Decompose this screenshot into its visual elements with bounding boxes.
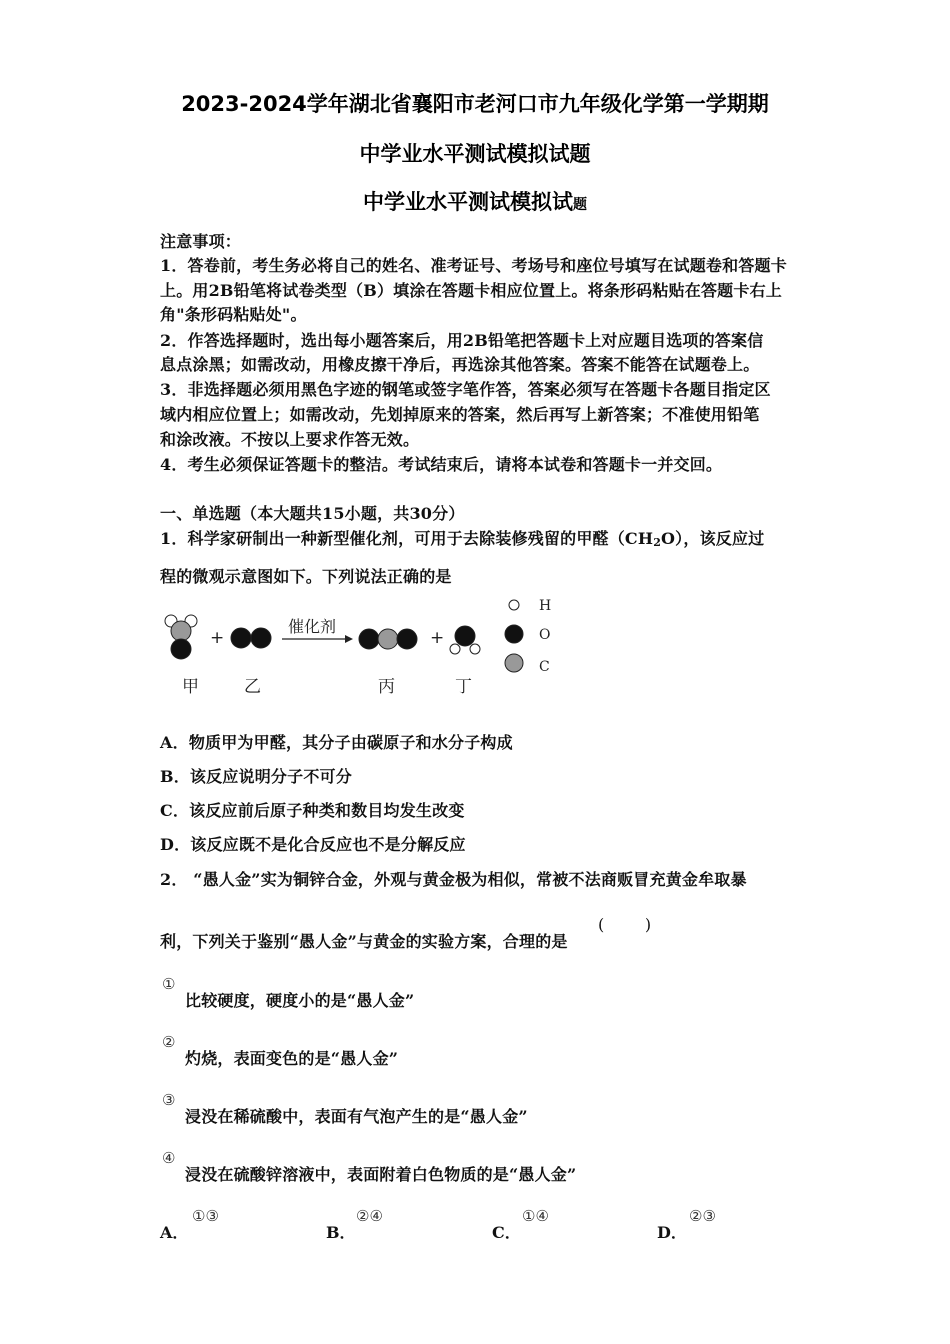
molecule-jia — [165, 615, 197, 659]
q2-answer-paren: ( ) — [598, 915, 652, 934]
q2-stem-line1: 2． “愚人金”实为铜锌合金，外观与黄金极为相似，常被不法商贩冒充黄金牟取暴 — [160, 870, 747, 889]
q2-item-marker: ③ — [162, 1091, 176, 1109]
q1-stem-line2: 程的微观示意图如下。下列说法正确的是 — [160, 567, 452, 586]
q1-stem-line1 — [160, 526, 764, 549]
legend-atom-o — [505, 625, 523, 643]
page-title-line3 — [0, 186, 950, 216]
legend-atom-h — [509, 600, 519, 610]
legend-label-h: H — [539, 598, 552, 614]
q2-choice-a-value[interactable]: ①③ — [192, 1207, 219, 1225]
atom-o — [171, 639, 191, 659]
q2-choice-d-letter[interactable]: D． — [657, 1223, 687, 1242]
atom-c — [378, 629, 398, 649]
molecule-ding — [450, 626, 480, 654]
q2-item-marker: ① — [162, 975, 176, 993]
atom-h — [450, 644, 460, 654]
q1-option-b[interactable]: B．该反应说明分子不可分 — [160, 767, 352, 786]
q2-choice-b-letter[interactable]: B． — [326, 1223, 356, 1242]
notice-line: 2．作答选择题时，选出每小题答案后，用2B铅笔把答题卡上对应题目选项的答案信 — [160, 331, 764, 350]
legend-label-c: C — [539, 659, 550, 675]
notice-line: 角"条形码粘贴处"。 — [160, 305, 307, 324]
page-title-line1: 2023-2024学年湖北省襄阳市老河口市九年级化学第一学期期 — [181, 92, 769, 116]
plus-sign: + — [210, 628, 225, 648]
notice-line: 1．答卷前，考生务必将自己的姓名、准考证号、考场号和座位号填写在试题卷和答题卡 — [160, 256, 787, 275]
notice-line: 息点涂黑；如需改动，用橡皮擦干净后，再选涂其他答案。答案不能答在试题卷上。 — [160, 355, 760, 374]
q1-option-d[interactable]: D．该反应既不是化合反应也不是分解反应 — [160, 835, 466, 854]
q1-stem-subscript: 2 — [653, 536, 662, 549]
catalyst-label: 催化剂 — [288, 617, 337, 636]
diagram-legend — [505, 598, 551, 675]
label-ding: 丁 — [455, 677, 472, 697]
atom-c — [171, 621, 191, 641]
q2-choice-a-letter[interactable]: A． — [160, 1223, 189, 1242]
atom-o — [231, 628, 251, 648]
molecule-bing — [359, 629, 417, 649]
q2-choice-b-value[interactable]: ②④ — [356, 1207, 383, 1225]
notice-line: 3．非选择题必须用黑色字迹的钢笔或签字笔作答，答案必须写在答题卡各题目指定区 — [160, 380, 771, 399]
q2-item-text: 浸没在稀硫酸中，表面有气泡产生的是“愚人金” — [185, 1107, 528, 1126]
q1-option-a[interactable]: A．物质甲为甲醛，其分子由碳原子和水分子构成 — [160, 733, 513, 752]
q2-stem-line2: 利，下列关于鉴别“愚人金”与黄金的实验方案，合理的是 — [160, 932, 568, 951]
page-title-line2: 中学业水平测试模拟试题 — [359, 142, 591, 166]
page-title-line3-main: 中学业水平测试模拟试 — [363, 190, 573, 214]
label-jia: 甲 — [182, 677, 199, 697]
q1-option-c[interactable]: C．该反应前后原子种类和数目均发生改变 — [160, 801, 465, 820]
q1-stem-part1: 1．科学家研制出一种新型催化剂，可用于去除装修残留的甲醛（CH — [160, 529, 654, 548]
q2-choice-d-value[interactable]: ②③ — [689, 1207, 716, 1225]
notice-line: 域内相应位置上；如需改动，先划掉原来的答案，然后再写上新答案；不准使用铅笔 — [160, 405, 760, 424]
q2-item-marker: ② — [162, 1033, 176, 1051]
label-bing: 丙 — [378, 677, 395, 697]
notice-line: 和涂改液。不按以上要求作答无效。 — [160, 430, 420, 449]
atom-o — [359, 629, 379, 649]
atom-o — [251, 628, 271, 648]
notice-line: 上。用2B铅笔将试卷类型（B）填涂在答题卡相应位置上。将条形码粘贴在答题卡右上 — [160, 281, 782, 300]
section-heading: 一、单选题（本大题共15小题，共30分） — [160, 504, 465, 523]
label-yi: 乙 — [244, 677, 261, 697]
q2-item-text: 灼烧，表面变色的是“愚人金” — [185, 1049, 399, 1068]
q2-item-text: 比较硬度，硬度小的是“愚人金” — [185, 991, 415, 1010]
legend-atom-c — [505, 654, 523, 672]
reaction-diagram — [150, 592, 570, 702]
atom-o — [455, 626, 475, 646]
molecule-yi — [231, 628, 271, 648]
q2-choice-c-letter[interactable]: C． — [492, 1223, 521, 1242]
plus-sign: + — [430, 628, 445, 648]
page-title-line3-tail: 题 — [573, 197, 587, 213]
atom-h — [470, 644, 480, 654]
notice-heading: 注意事项： — [160, 232, 242, 251]
q2-item-text: 浸没在硫酸锌溶液中，表面附着白色物质的是“愚人金” — [185, 1165, 577, 1184]
q1-stem-part2: O），该反应过 — [661, 529, 765, 548]
q2-item-marker: ④ — [162, 1149, 176, 1167]
notice-line: 4．考生必须保证答题卡的整洁。考试结束后，请将本试卷和答题卡一并交回。 — [160, 455, 723, 474]
arrow-head — [345, 635, 353, 643]
legend-label-o: O — [539, 627, 551, 643]
atom-o — [397, 629, 417, 649]
q2-choice-c-value[interactable]: ①④ — [522, 1207, 549, 1225]
